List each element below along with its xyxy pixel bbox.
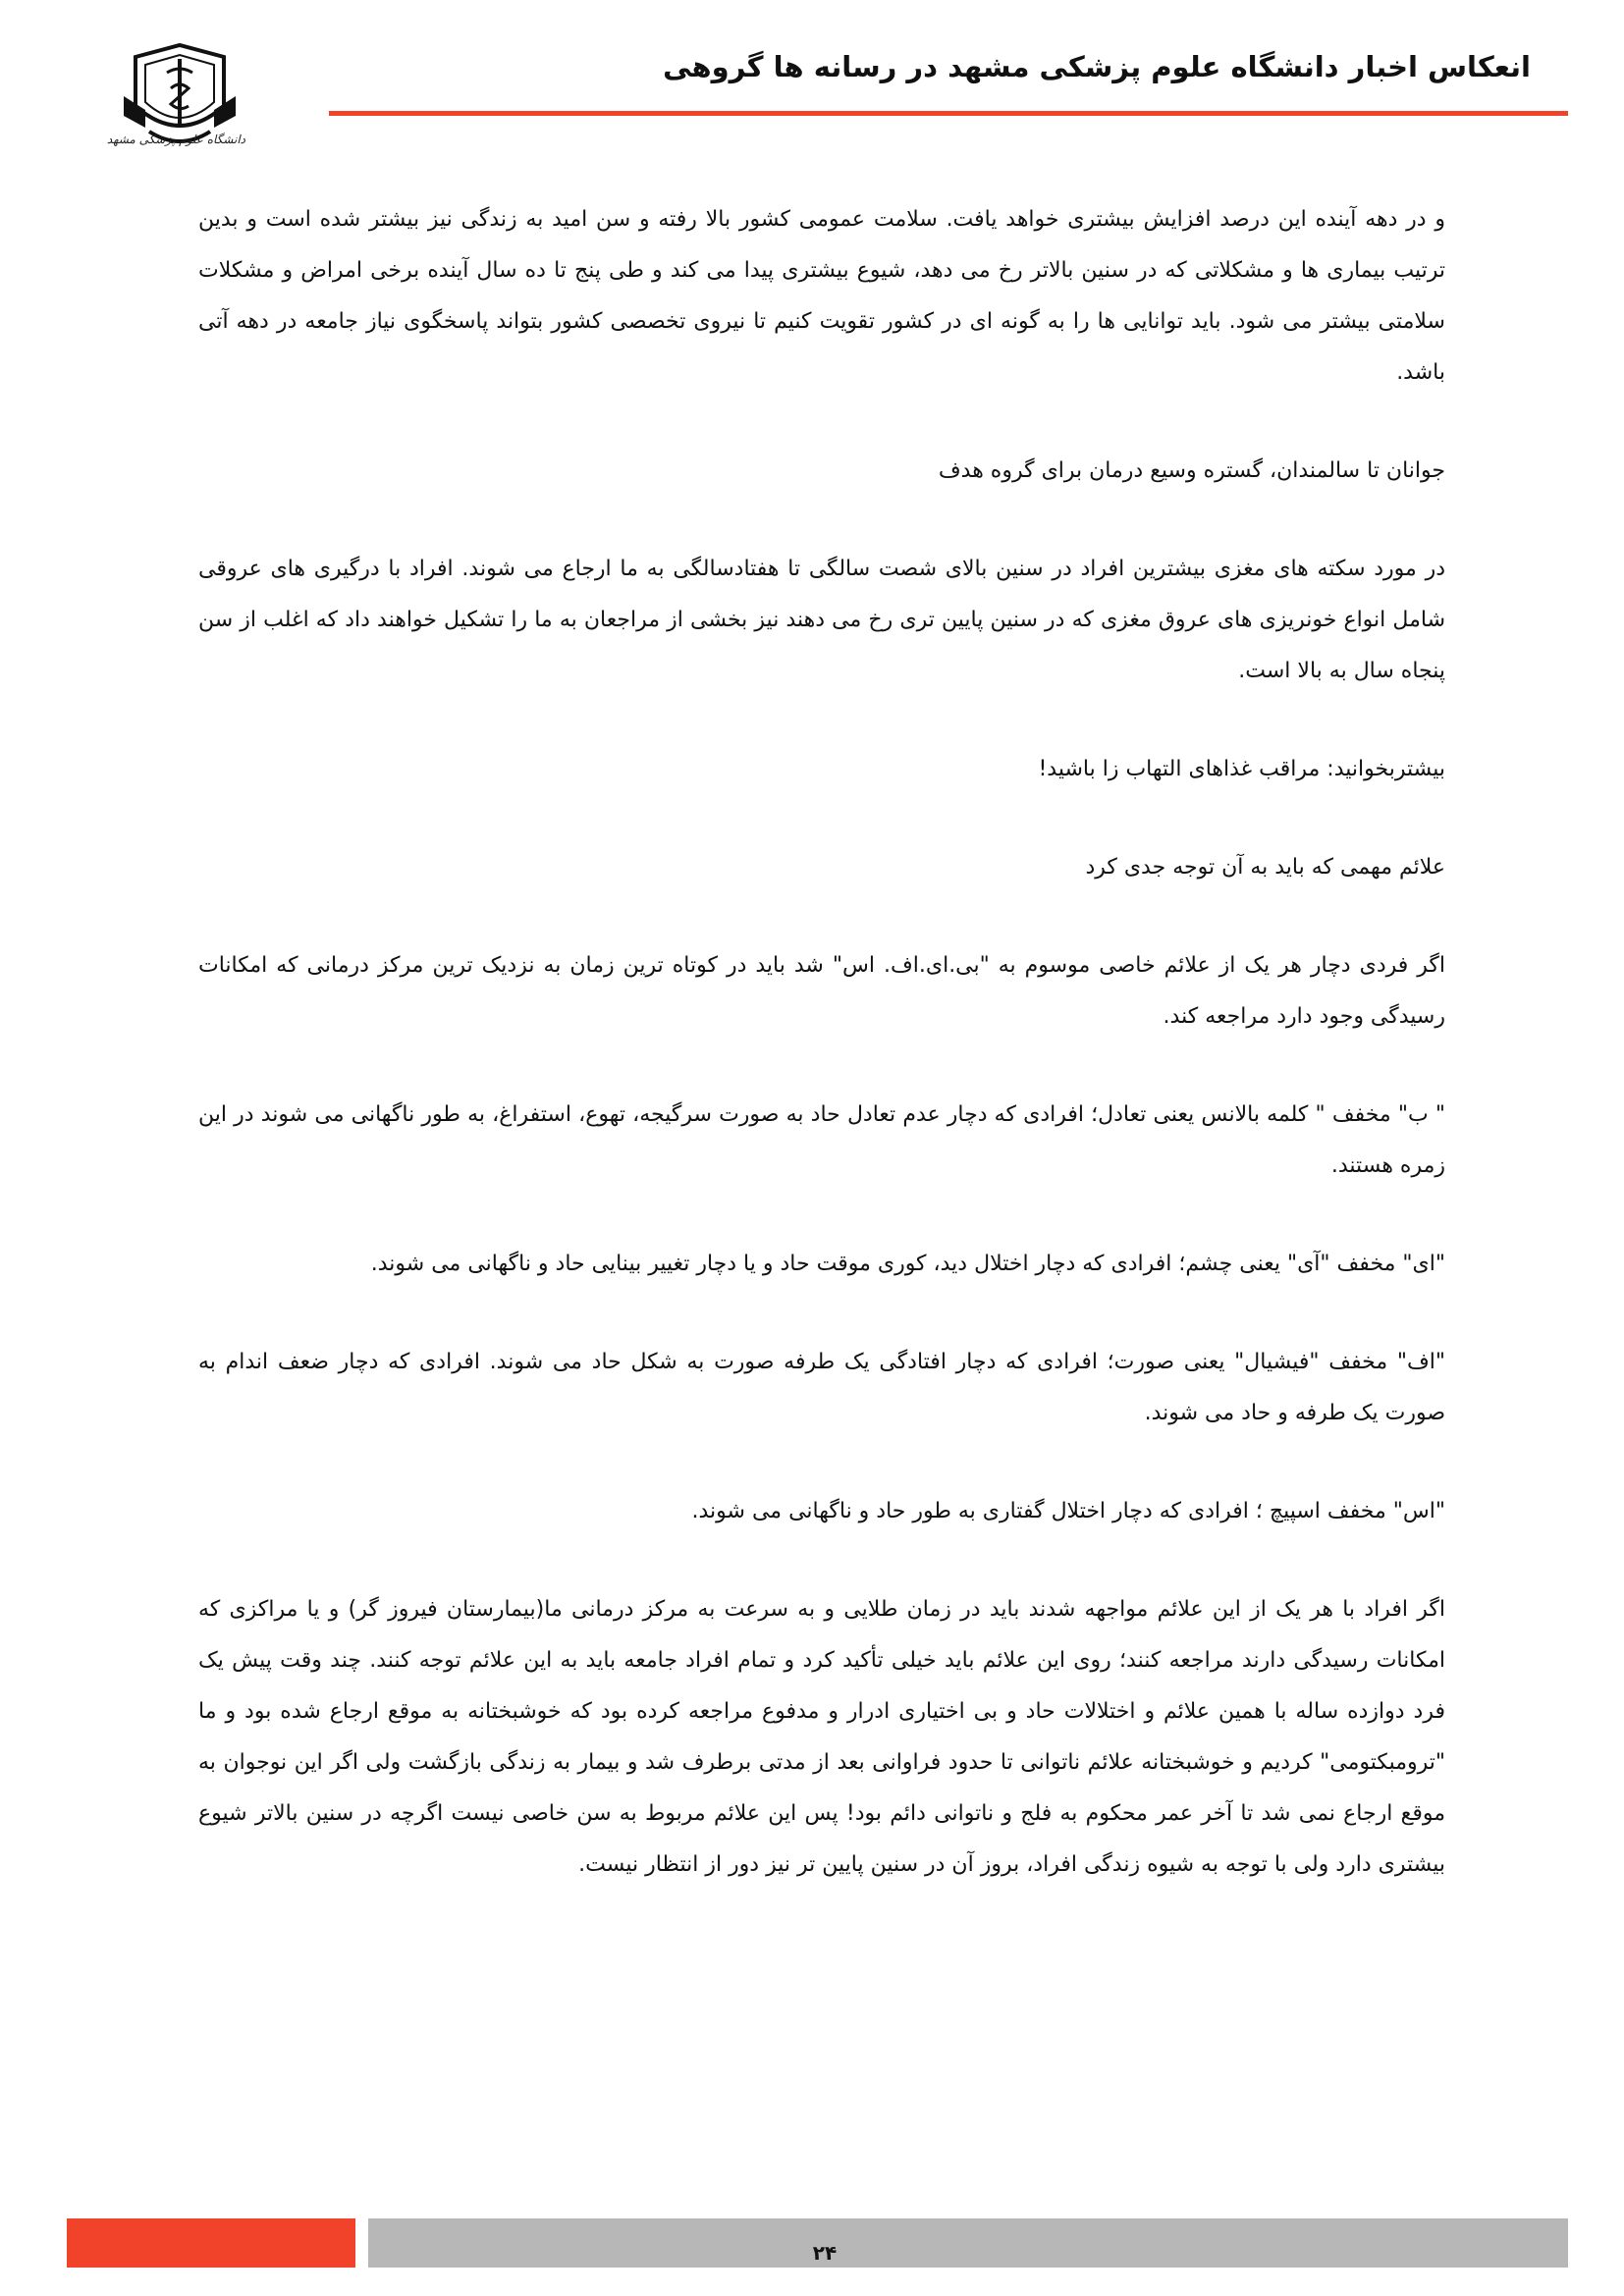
paragraph: " ب" مخفف " کلمه بالانس یعنی تعادل؛ افرادی که دچار عدم تعادل حاد به صورت سرگیجه، تهوع، استفراغ، به طور ناگهانی می شوند در این زمره هستند. (198, 1102, 1445, 1178)
paragraph: در مورد سکته های مغزی بیشترین افراد در سنین بالای شصت سالگی تا هفتادسالگی به ما ارجاع می شوند. افراد با درگیری های عروقی شامل انواع خونریزی های عروق مغزی که در سنین پایین تری رخ می دهند نیز بخشی از مراجعان به ما را تشکیل خواهند داد که اغلب از سن پنجاه سال به بالا است. (198, 557, 1445, 683)
paragraph: "ای" مخفف "آی" یعنی چشم؛ افرادی که دچار اختلال دید، کوری موقت حاد و یا دچار تغییر بینایی حاد و ناگهانی می شوند. (370, 1252, 1445, 1276)
paragraph: اگر افراد با هر یک از این علائم مواجهه شدند باید در زمان طلایی و به سرعت به مرکز درمانی ما(بیمارستان فیروز گر) و یا مراکزی که امکانات رسیدگی دارند مراجعه کنند؛ روی این علائم باید خیلی تأکید کرد و تمام افراد جامعه باید به این علائم توجه کنند. چند وقت پیش یک فرد دوازده ساله با همین علائم و اختلالات حاد و بی اختیاری ادرار و مدفوع مراجعه کرده بود که خوشبختانه به موقع ارجاع شده بود و ما "ترومبکتومی" کردیم و خوشبختانه علائم ناتوانی تا حدود فراوانی بعد از مدتی برطرف شد و بیمار به زندگی بازگشت ولی اگر این نوجوان به موقع ارجاع نمی شد تا آخر عمر محکوم به فلج و ناتوانی دائم بود! پس این علائم مربوط به سن خاصی نیست اگرچه در سنین بالاتر شیوع بیشتری دارد ولی با توجه به شیوه زندگی افراد، بروز آن در سنین پایین تر نیز دور از انتظار نیست. (198, 1597, 1445, 1877)
paragraph: اگر فردی دچار هر یک از علائم خاصی موسوم به "بی.ای.اف. اس" شد باید در کوتاه ترین زمان به نزدیک ترین مرکز درمانی که امکانات رسیدگی وجود دارد مراجعه کند. (198, 953, 1445, 1029)
paragraph: "اس" مخفف اسپیچ ؛ افرادی که دچار اختلال گفتاری به طور حاد و ناگهانی می شوند. (691, 1499, 1445, 1523)
header-divider (329, 111, 1568, 116)
page-title: انعکاس اخبار دانشگاه علوم پزشکی مشهد در رسانه ها گروهی (663, 50, 1531, 83)
section-heading: علائم مهمی که باید به آن توجه جدی کرد (1085, 855, 1445, 880)
footer-bar (368, 2218, 1568, 2268)
read-more-link[interactable]: بیشتربخوانید: مراقب غذاهای التهاب زا باشید! (1038, 757, 1445, 781)
page-number: ۲۴ (812, 2241, 838, 2265)
footer-accent-bar (67, 2218, 355, 2268)
paragraph: و در دهه آینده این درصد افزایش بیشتری خواهد یافت. سلامت عمومی کشور بالا رفته و سن امید به زندگی نیز بیشتر شده است و بدین ترتیب بیماری ها و مشکلاتی که در سنین بالاتر رخ می دهد، شیوع بیشتری پیدا می کند و طی پنج تا ده سال آینده برخی امراض و مشکلات سلامتی بیشتر می شود. باید توانایی ها را به گونه ای در کشور تقویت کنیم تا نیروی تخصصی کشور بتواند پاسخگوی نیاز جامعه در دهه آتی باشد. (198, 207, 1445, 385)
logo-caption: دانشگاه علوم پزشکی مشهد (106, 133, 245, 146)
article-body (198, 194, 1445, 1938)
paragraph: "اف" مخفف "فیشیال" یعنی صورت؛ افرادی که دچار افتادگی یک طرفه صورت به شکل حاد می شوند. افرادی که دچار ضعف اندام به صورت یک طرفه و حاد می شوند. (198, 1350, 1445, 1425)
section-heading: جوانان تا سالمندان، گستره وسیع درمان برای گروه هدف (938, 458, 1445, 483)
